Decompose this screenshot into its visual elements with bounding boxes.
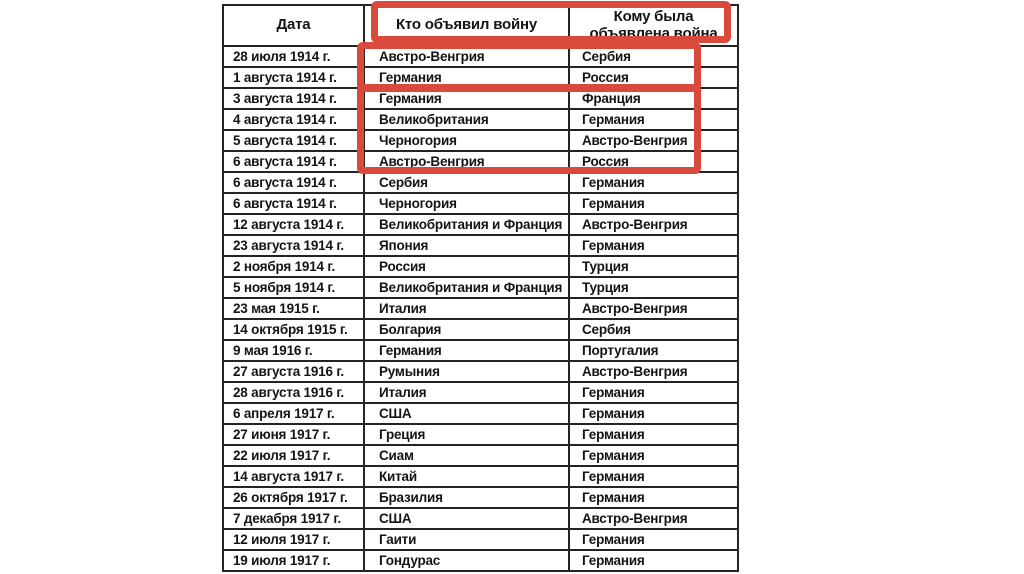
date-cell: 6 августа 1914 г. bbox=[223, 193, 364, 214]
date-cell: 27 августа 1916 г. bbox=[223, 361, 364, 382]
header-target: Кому была объявлена война bbox=[569, 5, 738, 46]
declarer-cell: Сербия bbox=[364, 172, 569, 193]
date-cell: 5 августа 1914 г. bbox=[223, 130, 364, 151]
target-cell: Германия bbox=[569, 445, 738, 466]
target-cell: Турция bbox=[569, 277, 738, 298]
target-cell: Германия bbox=[569, 466, 738, 487]
header-date: Дата bbox=[223, 5, 364, 46]
date-cell: 4 августа 1914 г. bbox=[223, 109, 364, 130]
declarer-cell: США bbox=[364, 403, 569, 424]
table-row bbox=[223, 109, 738, 130]
target-cell: Германия bbox=[569, 172, 738, 193]
header-declarer: Кто объявил войну bbox=[364, 5, 569, 46]
declarer-cell: Сиам bbox=[364, 445, 569, 466]
table-row bbox=[223, 130, 738, 151]
declarer-cell: Германия bbox=[364, 67, 569, 88]
date-cell: 6 августа 1914 г. bbox=[223, 172, 364, 193]
declarer-cell: США bbox=[364, 508, 569, 529]
table-row bbox=[223, 67, 738, 88]
table-row bbox=[223, 466, 738, 487]
target-cell: Португалия bbox=[569, 340, 738, 361]
target-cell: Сербия bbox=[569, 46, 738, 67]
table-header-row bbox=[223, 5, 738, 46]
table-row bbox=[223, 361, 738, 382]
date-cell: 22 июля 1917 г. bbox=[223, 445, 364, 466]
date-cell: 9 мая 1916 г. bbox=[223, 340, 364, 361]
date-cell: 3 августа 1914 г. bbox=[223, 88, 364, 109]
table-row bbox=[223, 256, 738, 277]
date-cell: 1 августа 1914 г. bbox=[223, 67, 364, 88]
table-row bbox=[223, 508, 738, 529]
declarer-cell: Китай bbox=[364, 466, 569, 487]
date-cell: 2 ноября 1914 г. bbox=[223, 256, 364, 277]
table-row bbox=[223, 403, 738, 424]
table-row bbox=[223, 382, 738, 403]
table-row bbox=[223, 151, 738, 172]
date-cell: 23 августа 1914 г. bbox=[223, 235, 364, 256]
table-row bbox=[223, 235, 738, 256]
target-cell: Франция bbox=[569, 88, 738, 109]
date-cell: 26 октября 1917 г. bbox=[223, 487, 364, 508]
target-cell: Германия bbox=[569, 550, 738, 571]
target-cell: Германия bbox=[569, 235, 738, 256]
declarer-cell: Великобритания и Франция bbox=[364, 214, 569, 235]
table-row bbox=[223, 277, 738, 298]
declarer-cell: Россия bbox=[364, 256, 569, 277]
date-cell: 5 ноября 1914 г. bbox=[223, 277, 364, 298]
declarer-cell: Черногория bbox=[364, 193, 569, 214]
date-cell: 12 августа 1914 г. bbox=[223, 214, 364, 235]
date-cell: 28 июля 1914 г. bbox=[223, 46, 364, 67]
date-cell: 12 июля 1917 г. bbox=[223, 529, 364, 550]
target-cell: Австро-Венгрия bbox=[569, 508, 738, 529]
table-row bbox=[223, 46, 738, 67]
table-row bbox=[223, 487, 738, 508]
target-cell: Австро-Венгрия bbox=[569, 214, 738, 235]
date-cell: 19 июля 1917 г. bbox=[223, 550, 364, 571]
table-row bbox=[223, 550, 738, 571]
date-cell: 7 декабря 1917 г. bbox=[223, 508, 364, 529]
target-cell: Германия bbox=[569, 109, 738, 130]
declarer-cell: Болгария bbox=[364, 319, 569, 340]
declarer-cell: Гондурас bbox=[364, 550, 569, 571]
date-cell: 14 августа 1917 г. bbox=[223, 466, 364, 487]
declarer-cell: Гаити bbox=[364, 529, 569, 550]
target-cell: Германия bbox=[569, 403, 738, 424]
target-cell: Сербия bbox=[569, 319, 738, 340]
declarer-cell: Италия bbox=[364, 298, 569, 319]
table-row bbox=[223, 214, 738, 235]
table-row bbox=[223, 88, 738, 109]
target-cell: Россия bbox=[569, 151, 738, 172]
date-cell: 6 апреля 1917 г. bbox=[223, 403, 364, 424]
declarer-cell: Германия bbox=[364, 340, 569, 361]
declarer-cell: Черногория bbox=[364, 130, 569, 151]
table-row bbox=[223, 319, 738, 340]
table-body bbox=[223, 46, 738, 571]
target-cell: Германия bbox=[569, 529, 738, 550]
target-cell: Германия bbox=[569, 382, 738, 403]
declarer-cell: Германия bbox=[364, 88, 569, 109]
declarer-cell: Великобритания bbox=[364, 109, 569, 130]
war-declarations-table bbox=[222, 4, 739, 572]
table-row bbox=[223, 445, 738, 466]
target-cell: Германия bbox=[569, 193, 738, 214]
declarer-cell: Румыния bbox=[364, 361, 569, 382]
date-cell: 14 октября 1915 г. bbox=[223, 319, 364, 340]
declarer-cell: Италия bbox=[364, 382, 569, 403]
declarer-cell: Австро-Венгрия bbox=[364, 151, 569, 172]
target-cell: Германия bbox=[569, 424, 738, 445]
target-cell: Австро-Венгрия bbox=[569, 361, 738, 382]
declarer-cell: Япония bbox=[364, 235, 569, 256]
date-cell: 23 мая 1915 г. bbox=[223, 298, 364, 319]
date-cell: 27 июня 1917 г. bbox=[223, 424, 364, 445]
table-row bbox=[223, 340, 738, 361]
date-cell: 28 августа 1916 г. bbox=[223, 382, 364, 403]
declarer-cell: Австро-Венгрия bbox=[364, 46, 569, 67]
declarer-cell: Греция bbox=[364, 424, 569, 445]
table-row bbox=[223, 529, 738, 550]
target-cell: Турция bbox=[569, 256, 738, 277]
declarer-cell: Великобритания и Франция bbox=[364, 277, 569, 298]
target-cell: Россия bbox=[569, 67, 738, 88]
date-cell: 6 августа 1914 г. bbox=[223, 151, 364, 172]
table-row bbox=[223, 298, 738, 319]
target-cell: Австро-Венгрия bbox=[569, 298, 738, 319]
target-cell: Австро-Венгрия bbox=[569, 130, 738, 151]
declarer-cell: Бразилия bbox=[364, 487, 569, 508]
target-cell: Германия bbox=[569, 487, 738, 508]
table-row bbox=[223, 193, 738, 214]
table-row bbox=[223, 424, 738, 445]
table-row bbox=[223, 172, 738, 193]
